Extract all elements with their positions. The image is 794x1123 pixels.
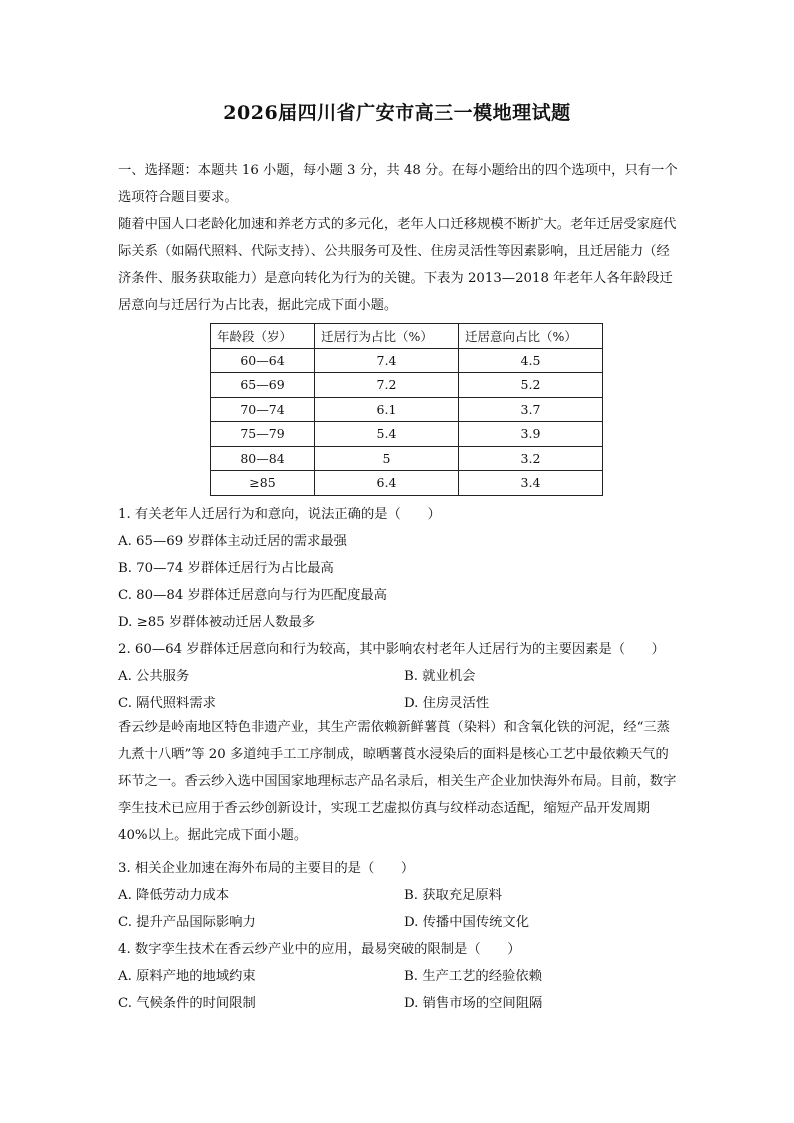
table-cell: 70—74 — [211, 397, 315, 422]
table-row — [211, 397, 603, 422]
table-cell: 5.4 — [315, 422, 459, 447]
question-3-option-a[interactable]: A. 降低劳动力成本 — [118, 888, 230, 903]
table-row — [211, 422, 603, 447]
table-cell: 60—64 — [211, 348, 315, 373]
question-3-option-b[interactable]: B. 获取充足原料 — [404, 888, 503, 903]
question-1-option-a[interactable]: A. 65—69 岁群体主动迁居的需求最强 — [118, 534, 347, 549]
question-2-option-b[interactable]: B. 就业机会 — [404, 669, 476, 684]
question-3-option-d[interactable]: D. 传播中国传统文化 — [404, 915, 530, 930]
table-cell: 80—84 — [211, 446, 315, 471]
question-4-option-c[interactable]: C. 气候条件的时间限制 — [118, 996, 256, 1011]
table-cell: 65—69 — [211, 373, 315, 398]
question-1-option-b[interactable]: B. 70—74 岁群体迁居行为占比最高 — [118, 561, 334, 576]
question-4-option-d[interactable]: D. 销售市场的空间阻隔 — [404, 996, 543, 1011]
table-cell: 6.1 — [315, 397, 459, 422]
table-cell: 7.4 — [315, 348, 459, 373]
table-cell: 4.5 — [459, 348, 603, 373]
question-3-option-c[interactable]: C. 提升产品国际影响力 — [118, 915, 256, 930]
table-cell: 5.2 — [459, 373, 603, 398]
table-row — [211, 348, 603, 373]
table-cell: 3.2 — [459, 446, 603, 471]
table-cell: 3.9 — [459, 422, 603, 447]
table-header-cell: 年龄段（岁） — [211, 324, 315, 349]
question-2-option-c[interactable]: C. 隔代照料需求 — [118, 696, 216, 711]
table-cell: 5 — [315, 446, 459, 471]
table-header-row — [211, 324, 603, 349]
table-cell: 3.4 — [459, 471, 603, 496]
table-row — [211, 373, 603, 398]
table-cell: 7.2 — [315, 373, 459, 398]
table-cell: 3.7 — [459, 397, 603, 422]
question-2-option-a[interactable]: A. 公共服务 — [118, 669, 190, 684]
question-4-stem: 4. 数字孪生技术在香云纱产业中的应用，最易突破的限制是（ ） — [118, 942, 521, 957]
passage-1: 随着中国人口老龄化加速和养老方式的多元化，老年人口迁移规模不断扩大。老年迁居受家庭代际关系（如隔代照料、代际支持）、公共服务可及性、住房灵活性等因素影响，且迁居能力（经济条件、服务获取能力）是意向转化为行为的关键。下表为 2013—2018 年老年人各年龄段迁居意向与迁居行为占比表，据此完成下面小题。 — [118, 217, 677, 313]
migration-table — [210, 323, 603, 496]
question-2-stem: 2. 60—64 岁群体迁居意向和行为较高，其中影响农村老年人迁居行为的主要因素是（ ） — [118, 642, 665, 657]
table-row — [211, 446, 603, 471]
page-title: 2026届四川省广安市高三一模地理试题 — [223, 102, 571, 124]
table-cell: ≥85 — [211, 471, 315, 496]
question-4-option-b[interactable]: B. 生产工艺的经验依赖 — [404, 969, 542, 984]
question-1-option-c[interactable]: C. 80—84 岁群体迁居意向与行为匹配度最高 — [118, 588, 387, 603]
table-header-cell: 迁居行为占比（%） — [315, 324, 459, 349]
passage-2: 香云纱是岭南地区特色非遗产业，其生产需依赖新鲜薯莨（染料）和含氧化铁的河泥，经“三蒸九煮十八晒”等 20 多道纯手工工序制成，晾晒薯莨水浸染后的面料是核心工艺中最依赖天气的环节之一。香云纱入选中国国家地理标志产品名录后，相关生产企业加快海外布局。目前，数字孪生技术已应用于香云纱创新设计，实现工艺虚拟仿真与纹样动态适配，缩短产品开发周期 40%以上。据此完成下面小题。 — [118, 720, 677, 843]
question-3-stem: 3. 相关企业加速在海外布局的主要目的是（ ） — [118, 861, 415, 876]
table-row — [211, 471, 603, 496]
table-cell: 6.4 — [315, 471, 459, 496]
table-cell: 75—79 — [211, 422, 315, 447]
question-4-option-a[interactable]: A. 原料产地的地域约束 — [118, 969, 256, 984]
section-instructions: 一、选择题：本题共 16 小题，每小题 3 分，共 48 分。在每小题给出的四个选项中，只有一个选项符合题目要求。 — [118, 163, 678, 205]
question-1-stem: 1. 有关老年人迁居行为和意向，说法正确的是（ ） — [118, 507, 441, 522]
question-1-option-d[interactable]: D. ≥85 岁群体被动迁居人数最多 — [118, 615, 316, 630]
question-2-option-d[interactable]: D. 住房灵活性 — [404, 696, 490, 711]
table-header-cell: 迁居意向占比（%） — [459, 324, 603, 349]
